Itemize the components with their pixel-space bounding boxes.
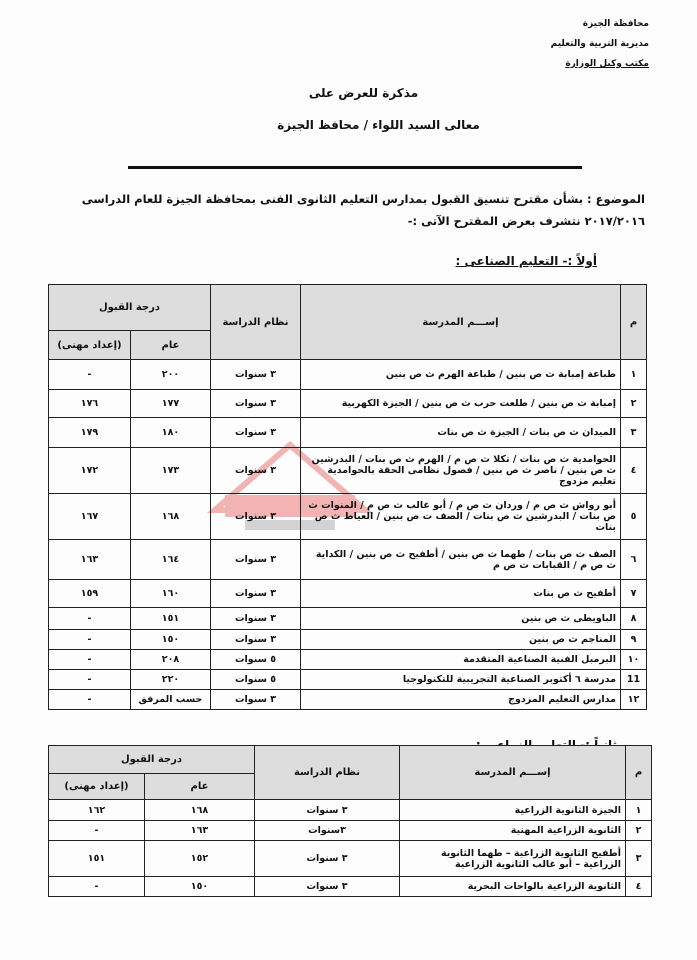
row-system: ٣سنوات [255,821,400,841]
table-row [49,841,652,877]
row-prep: ١٥٩ [49,580,131,608]
row-school: مدارس التعليم المزدوج [301,690,621,710]
row-prep: - [49,650,131,670]
row-general: ١٥٠ [145,877,255,897]
row-school: إمبابة ث ص بنين / طلعت حرب ث ص بنين / الجيزة الكهربية [301,390,621,418]
row-system: ٣ سنوات [211,630,301,650]
row-num: ٣ [621,418,647,448]
agricultural-schools-table [48,745,652,897]
row-school: الباويطى ث ص بنين [301,608,621,630]
table-header-row [49,285,647,331]
col-header-school: إســـم المدرسة [301,285,621,360]
row-num: ٤ [621,448,647,494]
row-prep: - [49,608,131,630]
row-system: ٥ سنوات [211,670,301,690]
row-system: ٣ سنوات [211,690,301,710]
row-num: 11 [621,670,647,690]
row-system: ٣ سنوات [255,800,400,821]
row-general: ١٦٨ [145,800,255,821]
row-general: ١٧٣ [131,448,211,494]
letterhead-line-3: مكتب وكيل الوزارة [565,59,649,69]
row-num: ٦ [621,540,647,580]
table-row [49,580,647,608]
row-school: أبو رواش ث ص م / وردان ث ص م / أبو غالب ث ص م / المنوات ث ص بنات / البدرشين ث ص بنات / الصف ث ص بنين / العياط ث ص بنات [301,494,621,540]
row-general: ١٦٣ [145,821,255,841]
table-header-row [49,746,652,774]
row-system: ٥ سنوات [211,650,301,670]
row-school: مدرسة ٦ أكتوبر الصناعية التجريبية للتكنولوجيا [301,670,621,690]
table-row [49,608,647,630]
row-prep: ١٧٩ [49,418,131,448]
industrial-schools-table [48,284,647,710]
row-school: الحوامدية ث ص بنات / تكلا ث ص م / الهرم ث ص بنات / البدرشين ث ص بنين / ناصر ث ص بنين / فصول نظامى الحقة بالحوامدية تعليم مزدوج [301,448,621,494]
row-num: ١٠ [621,650,647,670]
row-system: ٣ سنوات [211,494,301,540]
row-system: ٣ سنوات [211,580,301,608]
row-system: ٣ سنوات [211,540,301,580]
subject-line-2: ٢٠١٧/٢٠١٦ نتشرف بعرض المقترح الآتى :- [407,214,645,228]
row-num: ١٢ [621,690,647,710]
row-school: أطفيح ث ص بنات [301,580,621,608]
row-prep: ١٥١ [49,841,145,877]
letterhead-line-1: محافظة الجيزة [582,19,649,29]
col-header-score: درجة القبول [49,746,255,774]
row-prep: ١٦٣ [49,540,131,580]
row-system: ٣ سنوات [211,390,301,418]
row-general: ٢٠٨ [131,650,211,670]
row-general: ١٨٠ [131,418,211,448]
table-row [49,494,647,540]
row-prep: - [49,670,131,690]
row-general: حسب المرفق [131,690,211,710]
row-num: ٩ [621,630,647,650]
row-school: الجيزة الثانوية الزراعية [400,800,626,821]
row-general: ١٦٨ [131,494,211,540]
row-school: البرمبل الفنية الصناعية المتقدمة [301,650,621,670]
row-general: ١٥٠ [131,630,211,650]
table-row [49,390,647,418]
row-prep: - [49,690,131,710]
row-num: ١ [621,360,647,390]
row-system: ٣ سنوات [211,448,301,494]
row-num: ٥ [621,494,647,540]
col-header-prep: (إعداد مهنى) [49,774,145,800]
col-header-system: نظام الدراسة [211,285,301,360]
col-header-school: إســـم المدرسة [400,746,626,800]
memo-title: مذكرة للعرض على [308,86,419,100]
addressee: معالى السيد اللواء / محافظ الجيزة [277,118,480,132]
table-row [49,877,652,897]
row-num: ٤ [626,877,652,897]
col-header-general: عام [131,331,211,360]
row-num: ٢ [626,821,652,841]
row-school: الميدان ث ص بنات / الجيزة ث ص بنات [301,418,621,448]
col-header-score: درجة القبول [49,285,211,331]
divider-rule [128,166,582,169]
row-prep: ١٦٢ [49,800,145,821]
subject-paragraph [55,188,645,232]
table-row [49,418,647,448]
row-num: ٨ [621,608,647,630]
row-general: ١٥٢ [145,841,255,877]
row-system: ٣ سنوات [255,841,400,877]
col-header-num: م [621,285,647,360]
row-num: ٣ [626,841,652,877]
table-row [49,800,652,821]
table-row [49,360,647,390]
table-row [49,630,647,650]
letterhead-line-2: مديرية التربية والتعليم [550,39,649,49]
letterhead [551,14,649,74]
row-general: ١٥١ [131,608,211,630]
row-prep: ١٦٧ [49,494,131,540]
row-system: ٣ سنوات [211,608,301,630]
table-row [49,540,647,580]
row-general: ١٦٤ [131,540,211,580]
row-system: ٣ سنوات [211,360,301,390]
row-general: ١٧٧ [131,390,211,418]
row-prep: - [49,877,145,897]
row-general: ٢٠٠ [131,360,211,390]
row-num: ٧ [621,580,647,608]
col-header-system: نظام الدراسة [255,746,400,800]
row-general: ١٦٠ [131,580,211,608]
col-header-general: عام [145,774,255,800]
subject-line-1: الموضوع : بشأن مقترح تنسيق القبول بمدارس التعليم الثانوى الفنى بمحافظة الجيزة للعام الدراسى [81,192,645,206]
row-prep: ١٧٢ [49,448,131,494]
table-row [49,690,647,710]
row-prep: - [49,821,145,841]
row-system: ٣ سنوات [255,877,400,897]
col-header-prep: (إعداد مهنى) [49,331,131,360]
table-row [49,821,652,841]
row-system: ٣ سنوات [211,418,301,448]
section-industrial-title: أولاً :- التعليم الصناعى : [455,254,597,268]
row-school: طباعة إمبابة ث ص بنين / طباعة الهرم ث ص بنين [301,360,621,390]
table-row [49,448,647,494]
row-prep: - [49,630,131,650]
row-prep: - [49,360,131,390]
row-school: المناجم ث ص بنين [301,630,621,650]
row-prep: ١٧٦ [49,390,131,418]
row-num: ٢ [621,390,647,418]
row-general: ٢٢٠ [131,670,211,690]
row-school: الصف ث ص بنات / طهما ث ص بنين / أطفيح ث ص بنين / الكداية ث ص م / القبابات ث ص م [301,540,621,580]
row-school: الثانوية الزراعية بالواحات البحرية [400,877,626,897]
row-school: أطفيح الثانوية الزراعية – طهما الثانوية الزراعية – أبو غالب الثانوية الزراعية [400,841,626,877]
table-row [49,670,647,690]
row-num: ١ [626,800,652,821]
row-school: الثانوية الزراعية المهنية [400,821,626,841]
table-row [49,650,647,670]
col-header-num: م [626,746,652,800]
